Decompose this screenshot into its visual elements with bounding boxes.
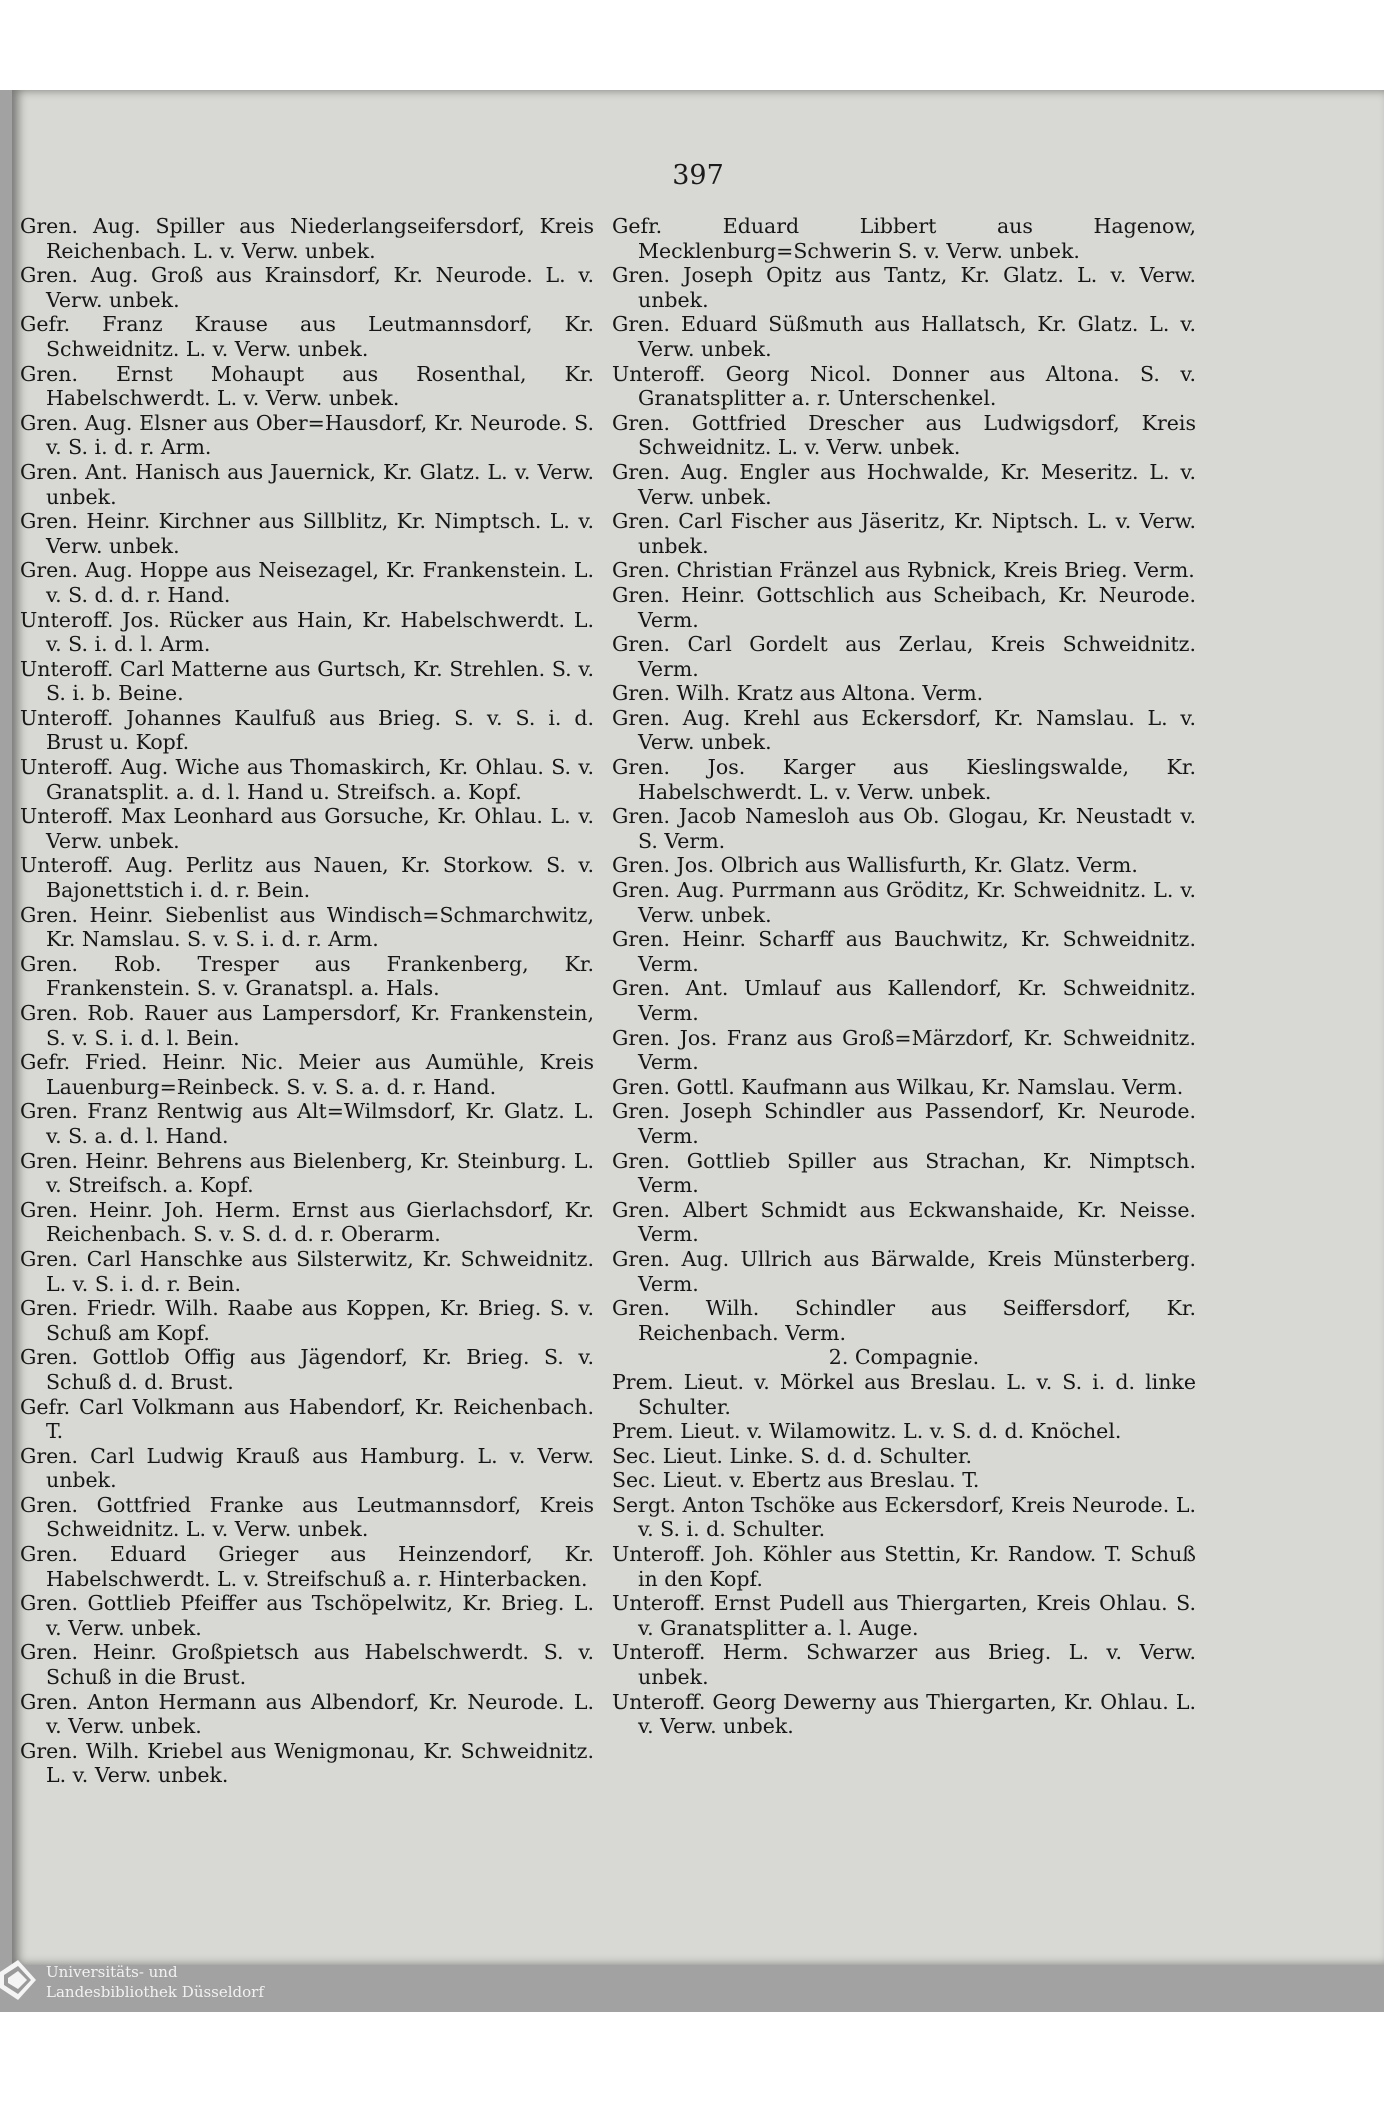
casualty-entry: Gren. Gottfried Drescher aus Ludwigsdorf, Kreis Schweidnitz. L. v. Verw. unbek. xyxy=(612,410,1196,460)
right-column xyxy=(612,214,1196,1739)
casualty-entry: Gren. Friedr. Wilh. Raabe aus Koppen, Kr. Brieg. S. v. Schuß am Kopf. xyxy=(20,1296,594,1345)
casualty-entry: Gren. Aug. Spiller aus Niederlangseifersdorf, Kreis Reichenbach. L. v. Verw. unbek. xyxy=(20,214,594,263)
casualty-entry: Unteroff. Aug. Perlitz aus Nauen, Kr. Storkow. S. v. Bajonettstich i. d. r. Bein. xyxy=(20,853,594,903)
casualty-entry: Gren. Joseph Schindler aus Passendorf, Kr. Neurode. Verm. xyxy=(612,1099,1196,1148)
casualty-entry: Gren. Carl Fischer aus Jäseritz, Kr. Niptsch. L. v. Verw. unbek. xyxy=(612,509,1196,558)
casualty-entry: Gren. Gottl. Kaufmann aus Wilkau, Kr. Namslau. Verm. xyxy=(612,1074,1184,1099)
casualty-entry: Gren. Jos. Olbrich aus Wallisfurth, Kr. Glatz. Verm. xyxy=(612,853,1138,878)
casualty-entry: Unteroff. Jos. Rücker aus Hain, Kr. Habelschwerdt. L. v. S. i. d. l. Arm. xyxy=(20,607,594,657)
casualty-entry: Gren. Jacob Namesloh aus Ob. Glogau, Kr. Neustadt v. S. Verm. xyxy=(612,804,1196,853)
casualty-entry: Gren. Aug. Engler aus Hochwalde, Kr. Meseritz. L. v. Verw. unbek. xyxy=(612,459,1196,509)
casualty-entry: Sergt. Anton Tschöke aus Eckersdorf, Kreis Neurode. L. v. S. i. d. Schulter. xyxy=(612,1492,1196,1542)
casualty-entry: Gren. Wilh. Kratz aus Altona. Verm. xyxy=(612,681,984,706)
casualty-entry: Gren. Aug. Purrmann aus Gröditz, Kr. Schweidnitz. L. v. Verw. unbek. xyxy=(612,878,1196,927)
casualty-entry: Gren. Aug. Hoppe aus Neisezagel, Kr. Frankenstein. L. v. S. d. d. r. Hand. xyxy=(20,558,594,607)
casualty-entry: Gefr. Carl Volkmann aus Habendorf, Kr. Reichenbach. T. xyxy=(20,1394,594,1444)
casualty-entry: Unteroff. Carl Matterne aus Gurtsch, Kr. Strehlen. S. v. S. i. b. Beine. xyxy=(20,656,594,706)
document-page xyxy=(12,90,1384,1965)
casualty-entry: Sec. Lieut. v. Ebertz aus Breslau. T. xyxy=(612,1468,980,1493)
casualty-entry: Gren. Aug. Groß aus Krainsdorf, Kr. Neurode. L. v. Verw. unbek. xyxy=(20,263,594,312)
casualty-entry: Gren. Eduard Grieger aus Heinzendorf, Kr. Habelschwerdt. L. v. Streifschuß a. r. Hinterbacken. xyxy=(20,1542,594,1591)
casualty-entry: Unteroff. Ernst Pudell aus Thiergarten, Kreis Ohlau. S. v. Granatsplitter a. l. Auge. xyxy=(612,1591,1196,1640)
casualty-entry: Gren. Heinr. Behrens aus Bielenberg, Kr. Steinburg. L. v. Streifsch. a. Kopf. xyxy=(20,1148,594,1198)
casualty-entry: Gren. Wilh. Schindler aus Seiffersdorf, Kr. Reichenbach. Verm. xyxy=(612,1296,1196,1345)
casualty-entry: Gren. Gottlieb Spiller aus Strachan, Kr. Nimptsch. Verm. xyxy=(612,1148,1196,1198)
casualty-entry: Gefr. Franz Krause aus Leutmannsdorf, Kr. Schweidnitz. L. v. Verw. unbek. xyxy=(20,312,594,361)
casualty-entry: Gefr. Eduard Libbert aus Hagenow, Mecklenburg=Schwerin S. v. Verw. unbek. xyxy=(612,214,1196,263)
casualty-entry: Gren. Anton Hermann aus Albendorf, Kr. Neurode. L. v. Verw. unbek. xyxy=(20,1689,594,1739)
casualty-entry: Gren. Gottlob Offig aus Jägendorf, Kr. Brieg. S. v. Schuß d. d. Brust. xyxy=(20,1345,594,1394)
casualty-entry: Unteroff. Johannes Kaulfuß aus Brieg. S. v. S. i. d. Brust u. Kopf. xyxy=(20,705,594,755)
casualty-entry: Gren. Christian Fränzel aus Rybnick, Kreis Brieg. Verm. xyxy=(612,558,1195,583)
casualty-entry: Gefr. Fried. Heinr. Nic. Meier aus Aumühle, Kreis Lauenburg=Reinbeck. S. v. S. a. d. r. Hand. xyxy=(20,1050,594,1099)
casualty-entry: Unteroff. Georg Nicol. Donner aus Altona. S. v. Granatsplitter a. r. Unterschenkel. xyxy=(612,361,1196,411)
casualty-entry: Gren. Carl Gordelt aus Zerlau, Kreis Schweidnitz. Verm. xyxy=(612,632,1196,681)
casualty-entry: Gren. Carl Hanschke aus Silsterwitz, Kr. Schweidnitz. L. v. S. i. d. r. Bein. xyxy=(20,1246,594,1296)
casualty-entry: Gren. Heinr. Kirchner aus Sillblitz, Kr. Nimptsch. L. v. Verw. unbek. xyxy=(20,509,594,558)
casualty-entry: Gren. Rob. Rauer aus Lampersdorf, Kr. Frankenstein, S. v. S. i. d. l. Bein. xyxy=(20,1001,594,1050)
casualty-entry: Unteroff. Aug. Wiche aus Thomaskirch, Kr. Ohlau. S. v. Granatsplit. a. d. l. Hand u. Streifsch. a. Kopf. xyxy=(20,755,594,804)
casualty-entry: Gren. Eduard Süßmuth aus Hallatsch, Kr. Glatz. L. v. Verw. unbek. xyxy=(612,312,1196,361)
casualty-entry: Sec. Lieut. Linke. S. d. d. Schulter. xyxy=(612,1443,973,1468)
library-credit-line-1: Universitäts- und xyxy=(46,1963,178,1981)
left-column xyxy=(20,214,594,1788)
library-credit-line-2: Landesbibliothek Düsseldorf xyxy=(46,1983,264,2001)
casualty-entry: Gren. Jos. Karger aus Kieslingswalde, Kr. Habelschwerdt. L. v. Verw. unbek. xyxy=(612,755,1196,804)
casualty-entry: Gren. Rob. Tresper aus Frankenberg, Kr. Frankenstein. S. v. Granatspl. a. Hals. xyxy=(20,951,594,1001)
casualty-entry: Prem. Lieut. v. Mörkel aus Breslau. L. v. S. i. d. linke Schulter. xyxy=(612,1369,1196,1419)
casualty-entry: Gren. Heinr. Großpietsch aus Habelschwerdt. S. v. Schuß in die Brust. xyxy=(20,1640,594,1690)
casualty-entry: Gren. Jos. Franz aus Groß=Märzdorf, Kr. Schweidnitz. Verm. xyxy=(612,1025,1196,1075)
section-heading: 2. Compagnie. xyxy=(828,1345,980,1370)
casualty-entry: Gren. Joseph Opitz aus Tantz, Kr. Glatz. L. v. Verw. unbek. xyxy=(612,263,1196,312)
casualty-entry: Unteroff. Max Leonhard aus Gorsuche, Kr. Ohlau. L. v. Verw. unbek. xyxy=(20,804,594,853)
library-logo-icon xyxy=(0,1958,40,2010)
casualty-entry: Gren. Ant. Umlauf aus Kallendorf, Kr. Schweidnitz. Verm. xyxy=(612,976,1196,1025)
library-credit xyxy=(46,1962,264,2002)
casualty-entry: Gren. Heinr. Gottschlich aus Scheibach, Kr. Neurode. Verm. xyxy=(612,582,1196,632)
casualty-entry: Gren. Aug. Ullrich aus Bärwalde, Kreis Münsterberg. Verm. xyxy=(612,1246,1196,1296)
casualty-entry: Prem. Lieut. v. Wilamowitz. L. v. S. d. d. Knöchel. xyxy=(612,1419,1122,1444)
casualty-entry: Unteroff. Georg Dewerny aus Thiergarten, Kr. Ohlau. L. v. Verw. unbek. xyxy=(612,1689,1196,1739)
casualty-entry: Gren. Gottfried Franke aus Leutmannsdorf, Kreis Schweidnitz. L. v. Verw. unbek. xyxy=(20,1492,594,1542)
casualty-entry: Gren. Franz Rentwig aus Alt=Wilmsdorf, Kr. Glatz. L. v. S. a. d. l. Hand. xyxy=(20,1099,594,1148)
casualty-entry: Unteroff. Joh. Köhler aus Stettin, Kr. Randow. T. Schuß in den Kopf. xyxy=(612,1542,1196,1591)
casualty-entry: Gren. Heinr. Joh. Herm. Ernst aus Gierlachsdorf, Kr. Reichenbach. S. v. S. d. d. r. Oberarm. xyxy=(20,1197,594,1247)
page-number: 397 xyxy=(672,160,724,191)
casualty-entry: Gren. Gottlieb Pfeiffer aus Tschöpelwitz, Kr. Brieg. L. v. Verw. unbek. xyxy=(20,1591,594,1640)
casualty-entry: Unteroff. Herm. Schwarzer aus Brieg. L. v. Verw. unbek. xyxy=(612,1640,1196,1690)
casualty-entry: Gren. Heinr. Siebenlist aus Windisch=Schmarchwitz, Kr. Namslau. S. v. S. i. d. r. Arm. xyxy=(20,902,594,952)
casualty-entry: Gren. Carl Ludwig Krauß aus Hamburg. L. v. Verw. unbek. xyxy=(20,1443,594,1493)
casualty-entry: Gren. Aug. Elsner aus Ober=Hausdorf, Kr. Neurode. S. v. S. i. d. r. Arm. xyxy=(20,410,594,460)
casualty-entry: Gren. Ant. Hanisch aus Jauernick, Kr. Glatz. L. v. Verw. unbek. xyxy=(20,459,594,509)
casualty-entry: Gren. Ernst Mohaupt aus Rosenthal, Kr. Habelschwerdt. L. v. Verw. unbek. xyxy=(20,361,594,411)
casualty-entry: Gren. Wilh. Kriebel aus Wenigmonau, Kr. Schweidnitz. L. v. Verw. unbek. xyxy=(20,1738,594,1788)
casualty-entry: Gren. Aug. Krehl aus Eckersdorf, Kr. Namslau. L. v. Verw. unbek. xyxy=(612,705,1196,755)
casualty-entry: Gren. Albert Schmidt aus Eckwanshaide, Kr. Neisse. Verm. xyxy=(612,1197,1196,1247)
casualty-entry: Gren. Heinr. Scharff aus Bauchwitz, Kr. Schweidnitz. Verm. xyxy=(612,927,1196,976)
